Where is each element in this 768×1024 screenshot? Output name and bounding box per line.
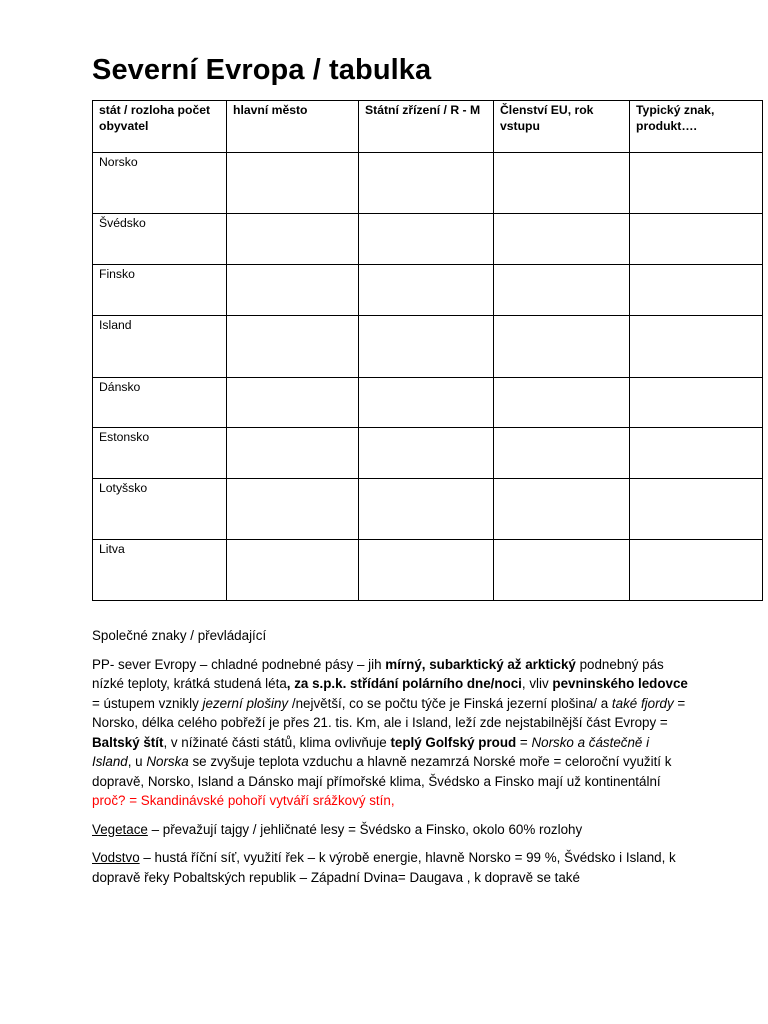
empty-cell [227,479,359,540]
empty-cell [630,378,763,428]
table-row [93,153,763,214]
table-row [93,378,763,428]
country-cell: Norsko [93,153,227,214]
empty-cell [630,153,763,214]
pp-bold: Baltský štít [92,734,164,750]
table-row [93,214,763,265]
header-government: Státní zřízení / R - M [359,101,494,153]
pp-text: , u [127,754,147,769]
empty-cell [494,153,630,214]
pp-text: se zvyšuje teplota vzduchu a hlavně nezamrzá Norské moře = celoroční využití k dopravě, Norsko, Island a Dánsko mají přímořské klima, Švédsko a Finsko mají už kontinentální [92,754,672,789]
pp-bold: mírný, subarktický až arktický [385,656,576,672]
pp-text: /největší, co se počtu týče je Finská jezerní plošina/ a [288,695,612,711]
empty-cell [630,316,763,378]
table-row [93,479,763,540]
empty-cell [359,428,494,479]
table-row [93,540,763,601]
pp-bold: teplý Golfský proud [390,734,517,750]
empty-cell [227,316,359,378]
body-text [92,626,692,896]
header-country-area-population: stát / rozloha počet obyvatel [93,101,227,153]
empty-cell [494,316,630,378]
pp-text: = [516,734,532,750]
country-cell: Litva [93,540,227,601]
table-row [93,316,763,378]
empty-cell [227,265,359,316]
empty-cell [359,316,494,378]
empty-cell [359,153,494,214]
header-capital: hlavní město [227,101,359,153]
empty-cell [359,479,494,540]
empty-cell [630,540,763,601]
pp-italic: také fjordy [611,695,674,711]
waters-paragraph [92,848,692,887]
pp-red-note: proč? = Skandinávské pohoří vytváří srážkový stín, [92,793,395,808]
pp-text: , vliv [521,676,553,691]
empty-cell [227,540,359,601]
empty-cell [359,265,494,316]
pp-italic: Norska [146,754,189,769]
pp-text: , v nížinaté části států, klima ovlivňuje [163,734,391,750]
pp-text: podnebný pás nízké teploty, krátká studená léta [92,656,664,691]
empty-cell [494,479,630,540]
page-title: Severní Evropa / tabulka [92,54,432,86]
empty-cell [630,428,763,479]
physical-conditions-paragraph [92,655,692,811]
common-features-heading: Společné znaky / převládající [92,628,267,643]
empty-cell [494,428,630,479]
empty-cell [359,214,494,265]
waters-label: Vodstvo [92,850,140,865]
empty-cell [227,378,359,428]
pp-text: PP- sever Evropy – chladné podnebné pásy – jih [92,656,386,672]
pp-bold: pevninského ledovce [552,676,688,691]
pp-italic: jezerní plošiny [202,695,289,711]
empty-cell [227,428,359,479]
country-cell: Island [93,316,227,378]
empty-cell [359,540,494,601]
header-typical-feature: Typický znak, produkt…. [630,101,763,153]
table-row [93,265,763,316]
pp-text: = Norsko, délka celého pobřeží je přes 21. tis. Km, ale i Island, leží zde nejstabilnější část Evropy = [92,695,686,730]
empty-cell [494,540,630,601]
empty-cell [494,265,630,316]
empty-cell [630,479,763,540]
country-cell: Dánsko [93,378,227,428]
pp-text: = ústupem vznikly [92,695,203,711]
country-cell: Lotyšsko [93,479,227,540]
empty-cell [227,153,359,214]
vegetation-paragraph [92,820,692,840]
vegetation-label: Vegetace [92,821,148,837]
header-eu-membership: Členství EU, rok vstupu [494,101,630,153]
country-cell: Švédsko [93,214,227,265]
empty-cell [494,214,630,265]
empty-cell [359,378,494,428]
countries-table [92,100,763,601]
country-cell: Estonsko [93,428,227,479]
empty-cell [630,214,763,265]
pp-bold: , za s.p.k. střídání polárního dne/noci [286,676,522,691]
empty-cell [227,214,359,265]
table-row [93,428,763,479]
waters-text: – hustá říční síť, využití řek – k výrobě energie, hlavně Norsko = 99 %, Švédsko i Island, k dopravě řeky Pobaltských republik – Západní Dvina= Daugava , k dopravě se také [92,850,676,885]
pp-italic: Norsko a částečně i Island [92,734,650,769]
country-cell: Finsko [93,265,227,316]
empty-cell [630,265,763,316]
table-header-row [93,101,763,153]
empty-cell [494,378,630,428]
vegetation-text: – převažují tajgy / jehličnaté lesy = Švédsko a Finsko, okolo 60% rozlohy [147,821,583,837]
